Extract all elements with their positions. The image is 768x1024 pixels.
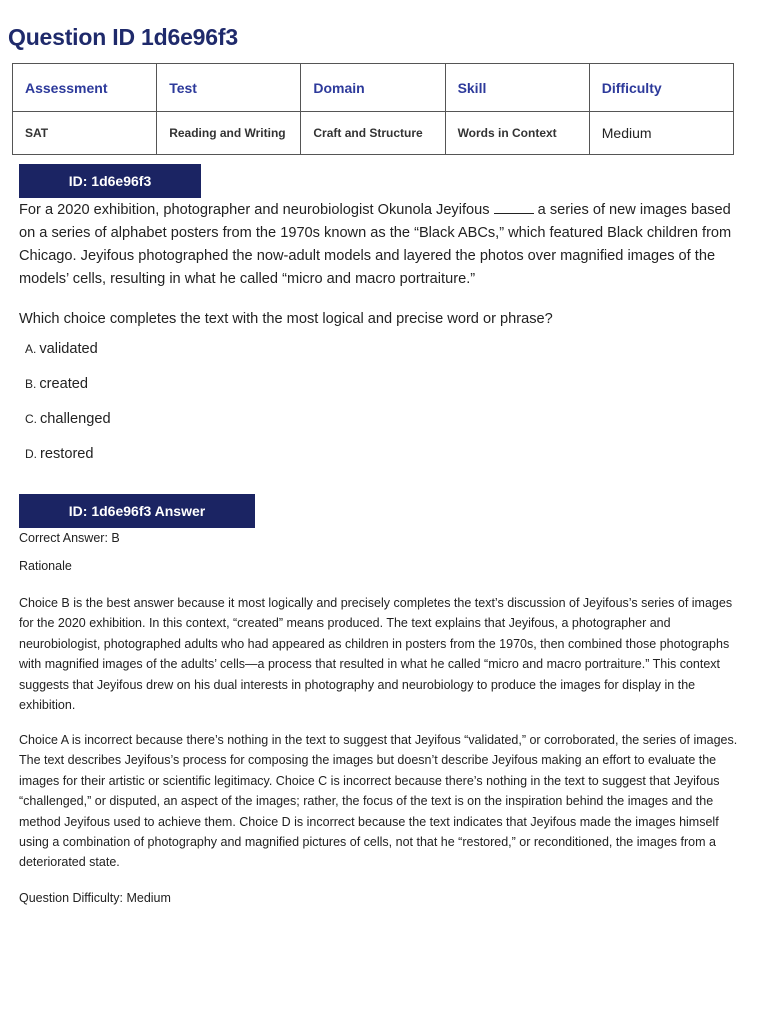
choice-text: created [39, 376, 89, 392]
meta-value-test: Reading and Writing [157, 112, 301, 155]
choice-letter: B. [25, 377, 37, 391]
rationale-paragraph: Choice B is the best answer because it most logically and precisely completes the text’s discussion of Jeyifous’s series of images for the 2020 exhibition. In this context, “created” means produced. The text explains that Jeyifous, a photographer and neurobiologist, photographed adults who had appeared as children in posters from the 1970s, then combined those photographs with magnified images of the adults’ cells—a process that resulted in what he called “micro and macro portraiture.” This context suggests that Jeyifous drew on his dual interests in photography and neurobiology to produce the images for display in the exhibition. [19, 596, 733, 713]
question-prompt: Which choice completes the text with the most logical and precise word or phrase? [19, 311, 553, 327]
question-meta-table [12, 63, 734, 155]
meta-header-difficulty: Difficulty [589, 64, 733, 112]
meta-header-skill: Skill [445, 64, 589, 112]
choice-text: validated [39, 341, 98, 357]
answer-choices [25, 338, 111, 478]
meta-value-skill: Words in Context [445, 112, 589, 155]
meta-value-difficulty: Medium [589, 112, 733, 155]
meta-header-domain: Domain [301, 64, 445, 112]
choice-c [25, 408, 111, 443]
choice-letter: C. [25, 412, 37, 426]
passage-before-blank: For a 2020 exhibition, photographer and neurobiologist Okunola Jeyifous [19, 202, 494, 218]
passage-blank [494, 199, 534, 214]
question-difficulty: Question Difficulty: Medium [19, 891, 171, 905]
choice-b [25, 373, 111, 408]
choice-letter: D. [25, 447, 37, 461]
meta-header-test: Test [157, 64, 301, 112]
choice-a [25, 338, 111, 373]
meta-value-row [13, 112, 734, 155]
passage-text [19, 199, 749, 291]
meta-value-domain: Craft and Structure [301, 112, 445, 155]
correct-answer: Correct Answer: B [19, 531, 120, 545]
choice-letter: A. [25, 342, 37, 356]
choice-d [25, 443, 111, 478]
passage-after-blank: a series of new images based on a series of alphabet posters from the 1970s known as the “Black ABCs,” which featured Black children from Chicago. Jeyifous photographed the now-adult models and layered the photos over magnified images of the models’ cells, resulting in what he called “micro and macro portraiture.” [19, 202, 732, 287]
meta-value-assessment: SAT [13, 112, 157, 155]
choice-text: restored [40, 446, 94, 462]
rationale-paragraph: Choice A is incorrect because there’s nothing in the text to suggest that Jeyifous “validated,” or corroborated, the series of images. The text describes Jeyifous’s process for composing the images but doesn’t describe Jeyifous making an effort to evaluate the images for their artistic or scientific legitimacy. Choice C is incorrect because there’s nothing in the text to suggest that Jeyifous “challenged,” or disputed, an aspect of the images; rather, the focus of the text is on the inspiration behind the images and the method Jeyifous used to achieve them. Choice D is incorrect because the text indicates that Jeyifous made the images himself using a combination of photography and magnified pictures of cells, not that he “restored,” or reconditioned, the images from a deteriorated state. [19, 733, 738, 870]
question-id-banner: ID: 1d6e96f3 [19, 164, 201, 198]
answer-id-banner: ID: 1d6e96f3 Answer [19, 494, 255, 528]
choice-text: challenged [40, 411, 111, 427]
meta-header-assessment: Assessment [13, 64, 157, 112]
page-title: Question ID 1d6e96f3 [8, 24, 238, 50]
rationale-label: Rationale [19, 559, 72, 573]
meta-header-row [13, 64, 734, 112]
